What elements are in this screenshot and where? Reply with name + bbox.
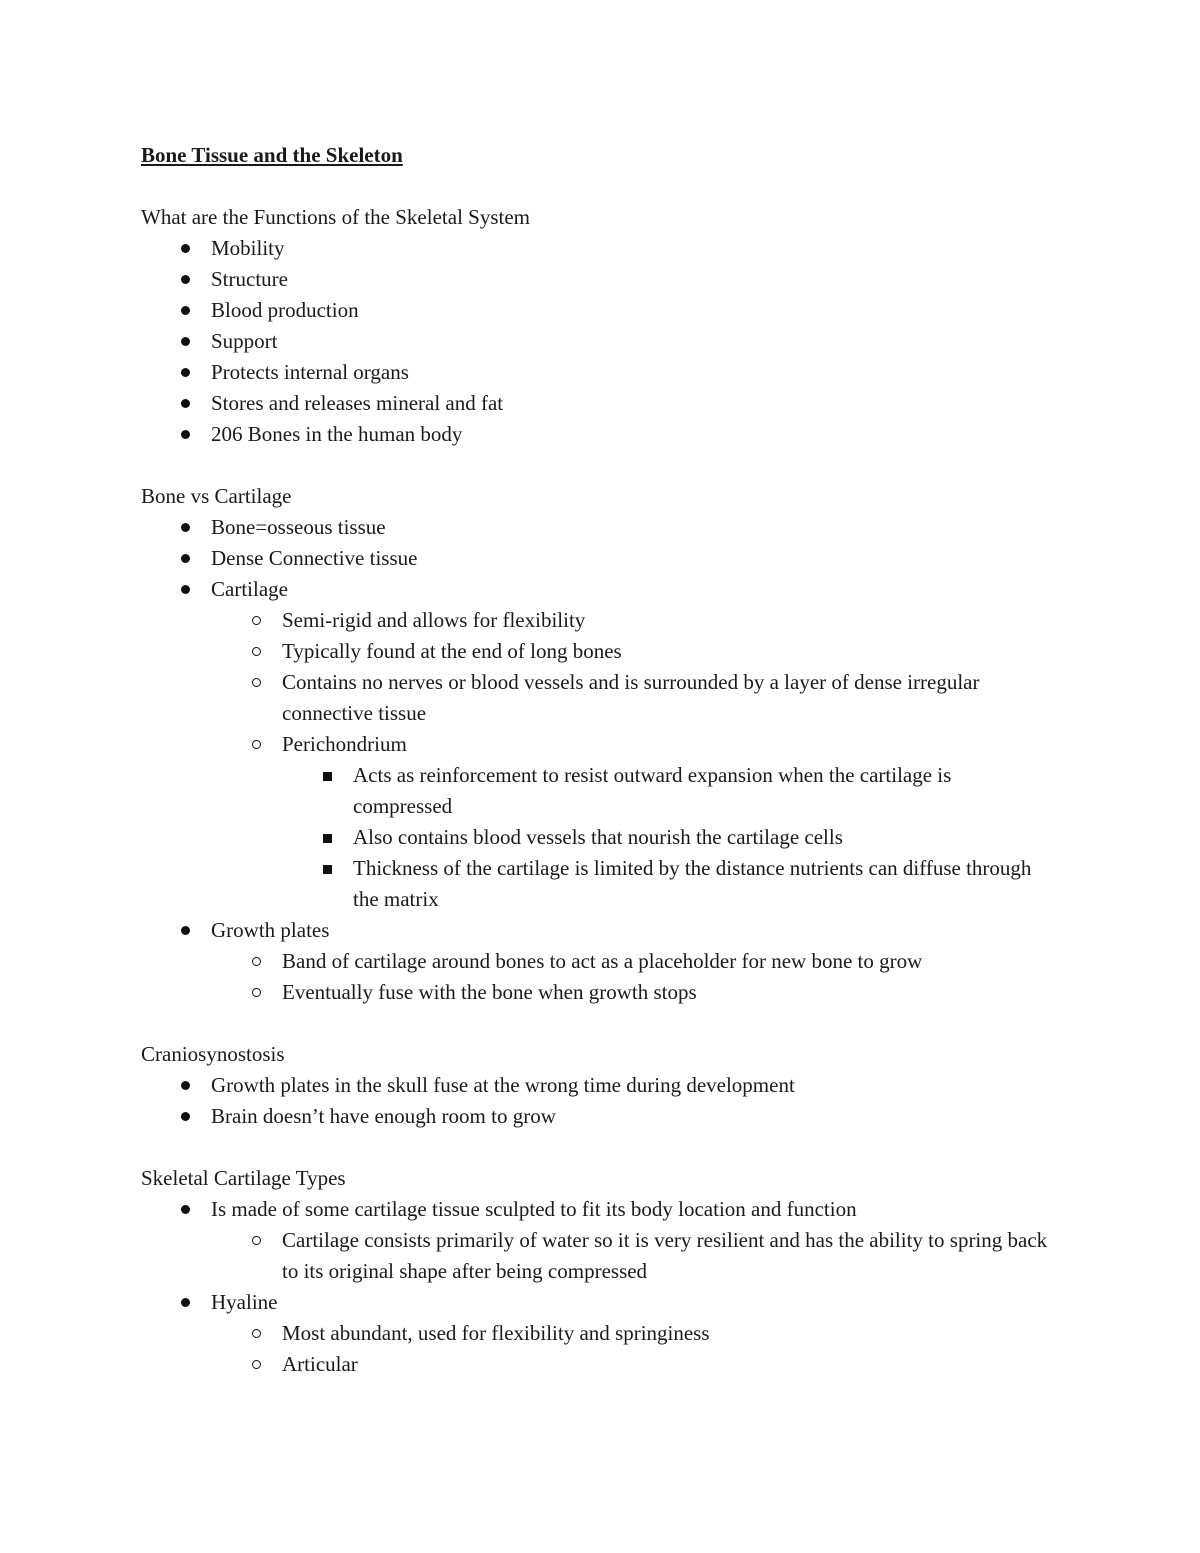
bullet-square-icon bbox=[323, 772, 332, 781]
section-heading: Craniosynostosis bbox=[141, 1042, 285, 1066]
bullet-marker bbox=[174, 915, 196, 946]
bullet-circle-icon bbox=[252, 988, 261, 997]
bullet-circle-icon bbox=[252, 1236, 261, 1245]
list-item-text: Typically found at the end of long bones bbox=[282, 639, 622, 663]
bullet-circle-icon bbox=[252, 1360, 261, 1369]
list-item bbox=[141, 1287, 1051, 1380]
bullet-list-level-1 bbox=[141, 1070, 1051, 1132]
list-item-text: Perichondrium bbox=[282, 732, 407, 756]
list-item bbox=[141, 326, 1051, 357]
section-heading: What are the Functions of the Skeletal System bbox=[141, 205, 530, 229]
bullet-dot-icon bbox=[181, 337, 190, 346]
list-item bbox=[141, 1318, 1051, 1349]
list-item-text: Band of cartilage around bones to act as a placeholder for new bone to grow bbox=[282, 949, 923, 973]
list-item bbox=[141, 295, 1051, 326]
list-item-text: Protects internal organs bbox=[211, 360, 409, 384]
bullet-list-level-1 bbox=[141, 1194, 1051, 1380]
list-item bbox=[141, 667, 1051, 729]
list-item bbox=[141, 388, 1051, 419]
list-item-row bbox=[141, 729, 1051, 760]
bullet-circle-icon bbox=[252, 740, 261, 749]
list-item-text: Hyaline bbox=[211, 1290, 278, 1314]
bullet-marker bbox=[174, 419, 196, 450]
document-body bbox=[141, 202, 1051, 1380]
bullet-dot-icon bbox=[181, 1081, 190, 1090]
list-item-text: Blood production bbox=[211, 298, 359, 322]
list-item bbox=[141, 760, 1051, 822]
bullet-circle-icon bbox=[252, 678, 261, 687]
list-item-row bbox=[141, 233, 1051, 264]
list-item bbox=[141, 574, 1051, 915]
bullet-dot-icon bbox=[181, 430, 190, 439]
list-item-row bbox=[141, 326, 1051, 357]
bullet-square-icon bbox=[323, 865, 332, 874]
bullet-marker bbox=[316, 822, 338, 853]
bullet-dot-icon bbox=[181, 275, 190, 284]
section bbox=[141, 481, 1051, 1008]
bullet-marker bbox=[316, 853, 338, 884]
bullet-list-level-1 bbox=[141, 512, 1051, 1008]
list-item-text: Most abundant, used for flexibility and springiness bbox=[282, 1321, 710, 1345]
list-item-row bbox=[141, 295, 1051, 326]
list-item-text: Contains no nerves or blood vessels and is surrounded by a layer of dense irregular connective tissue bbox=[282, 670, 980, 725]
bullet-marker bbox=[245, 605, 267, 636]
bullet-marker bbox=[174, 574, 196, 605]
list-item-text: Bone=osseous tissue bbox=[211, 515, 386, 539]
list-item-text: Structure bbox=[211, 267, 288, 291]
bullet-list-level-2 bbox=[141, 1225, 1051, 1287]
list-item-text: Cartilage consists primarily of water so it is very resilient and has the ability to spring back to its original shape after being compressed bbox=[282, 1228, 1048, 1283]
list-item-row bbox=[141, 1101, 1051, 1132]
list-item bbox=[141, 233, 1051, 264]
list-item-row bbox=[141, 946, 1051, 977]
list-item-row bbox=[141, 853, 1051, 915]
list-item-text: Mobility bbox=[211, 236, 285, 260]
list-item-text: Acts as reinforcement to resist outward expansion when the cartilage is compressed bbox=[353, 763, 952, 818]
list-item bbox=[141, 1070, 1051, 1101]
list-item bbox=[141, 1349, 1051, 1380]
bullet-marker bbox=[174, 1287, 196, 1318]
list-item-text: Is made of some cartilage tissue sculpted to fit its body location and function bbox=[211, 1197, 857, 1221]
list-item bbox=[141, 1101, 1051, 1132]
bullet-circle-icon bbox=[252, 647, 261, 656]
bullet-dot-icon bbox=[181, 1298, 190, 1307]
list-item bbox=[141, 977, 1051, 1008]
bullet-marker bbox=[245, 667, 267, 698]
list-item bbox=[141, 512, 1051, 543]
bullet-circle-icon bbox=[252, 1329, 261, 1338]
list-item-text: Also contains blood vessels that nourish the cartilage cells bbox=[353, 825, 843, 849]
list-item-row bbox=[141, 1318, 1051, 1349]
list-item-text: Thickness of the cartilage is limited by the distance nutrients can diffuse through the matrix bbox=[353, 856, 1032, 911]
list-item bbox=[141, 1194, 1051, 1287]
list-item-row bbox=[141, 915, 1051, 946]
list-item bbox=[141, 419, 1051, 450]
bullet-dot-icon bbox=[181, 1112, 190, 1121]
section-heading: Bone vs Cartilage bbox=[141, 484, 292, 508]
bullet-marker bbox=[174, 326, 196, 357]
bullet-marker bbox=[174, 388, 196, 419]
bullet-list-level-2 bbox=[141, 946, 1051, 1008]
bullet-marker bbox=[174, 357, 196, 388]
bullet-list-level-2 bbox=[141, 605, 1051, 915]
list-item-row bbox=[141, 264, 1051, 295]
bullet-marker bbox=[174, 1070, 196, 1101]
list-item bbox=[141, 357, 1051, 388]
list-item bbox=[141, 543, 1051, 574]
list-item-text: Growth plates bbox=[211, 918, 330, 942]
bullet-marker bbox=[174, 1194, 196, 1225]
bullet-dot-icon bbox=[181, 399, 190, 408]
list-item bbox=[141, 946, 1051, 977]
list-item-text: Eventually fuse with the bone when growth stops bbox=[282, 980, 697, 1004]
list-item-row bbox=[141, 1225, 1051, 1287]
list-item bbox=[141, 605, 1051, 636]
list-item bbox=[141, 822, 1051, 853]
bullet-dot-icon bbox=[181, 244, 190, 253]
list-item-row bbox=[141, 1070, 1051, 1101]
bullet-dot-icon bbox=[181, 585, 190, 594]
bullet-dot-icon bbox=[181, 523, 190, 532]
list-item-row bbox=[141, 543, 1051, 574]
list-item-row bbox=[141, 512, 1051, 543]
list-item-text: Stores and releases mineral and fat bbox=[211, 391, 504, 415]
bullet-marker bbox=[174, 233, 196, 264]
list-item bbox=[141, 1225, 1051, 1287]
list-item-text: 206 Bones in the human body bbox=[211, 422, 463, 446]
bullet-marker bbox=[174, 1101, 196, 1132]
bullet-marker bbox=[174, 295, 196, 326]
bullet-square-icon bbox=[323, 834, 332, 843]
list-item-row bbox=[141, 388, 1051, 419]
list-item-row bbox=[141, 822, 1051, 853]
bullet-dot-icon bbox=[181, 1205, 190, 1214]
list-item-row bbox=[141, 605, 1051, 636]
list-item-row bbox=[141, 977, 1051, 1008]
list-item-text: Articular bbox=[282, 1352, 358, 1376]
list-item-row bbox=[141, 1287, 1051, 1318]
list-item-row bbox=[141, 1194, 1051, 1225]
section-heading: Skeletal Cartilage Types bbox=[141, 1166, 346, 1190]
list-item-row bbox=[141, 636, 1051, 667]
bullet-list-level-2 bbox=[141, 1318, 1051, 1380]
list-item-row bbox=[141, 760, 1051, 822]
bullet-marker bbox=[316, 760, 338, 791]
list-item bbox=[141, 915, 1051, 1008]
list-item-row bbox=[141, 1349, 1051, 1380]
section bbox=[141, 1163, 1051, 1380]
bullet-marker bbox=[245, 636, 267, 667]
list-item-text: Dense Connective tissue bbox=[211, 546, 418, 570]
document-title: Bone Tissue and the Skeleton bbox=[141, 143, 403, 167]
list-item-text: Semi-rigid and allows for flexibility bbox=[282, 608, 586, 632]
bullet-circle-icon bbox=[252, 957, 261, 966]
bullet-marker bbox=[174, 543, 196, 574]
bullet-marker bbox=[245, 1349, 267, 1380]
bullet-list-level-1 bbox=[141, 233, 1051, 450]
list-item-row bbox=[141, 667, 1051, 729]
bullet-marker bbox=[174, 512, 196, 543]
bullet-marker bbox=[245, 729, 267, 760]
bullet-dot-icon bbox=[181, 306, 190, 315]
list-item bbox=[141, 264, 1051, 295]
bullet-marker bbox=[174, 264, 196, 295]
section bbox=[141, 202, 1051, 450]
bullet-dot-icon bbox=[181, 554, 190, 563]
section bbox=[141, 1039, 1051, 1132]
list-item-text: Support bbox=[211, 329, 278, 353]
list-item-row bbox=[141, 419, 1051, 450]
bullet-marker bbox=[245, 977, 267, 1008]
bullet-marker bbox=[245, 1318, 267, 1349]
bullet-marker bbox=[245, 1225, 267, 1256]
list-item bbox=[141, 853, 1051, 915]
bullet-dot-icon bbox=[181, 368, 190, 377]
bullet-circle-icon bbox=[252, 616, 261, 625]
list-item-text: Cartilage bbox=[211, 577, 288, 601]
bullet-dot-icon bbox=[181, 926, 190, 935]
list-item bbox=[141, 729, 1051, 915]
document-page bbox=[141, 140, 1051, 1411]
list-item-text: Growth plates in the skull fuse at the wrong time during development bbox=[211, 1073, 795, 1097]
list-item bbox=[141, 636, 1051, 667]
bullet-marker bbox=[245, 946, 267, 977]
bullet-list-level-3 bbox=[141, 760, 1051, 915]
list-item-row bbox=[141, 574, 1051, 605]
list-item-row bbox=[141, 357, 1051, 388]
list-item-text: Brain doesn’t have enough room to grow bbox=[211, 1104, 556, 1128]
